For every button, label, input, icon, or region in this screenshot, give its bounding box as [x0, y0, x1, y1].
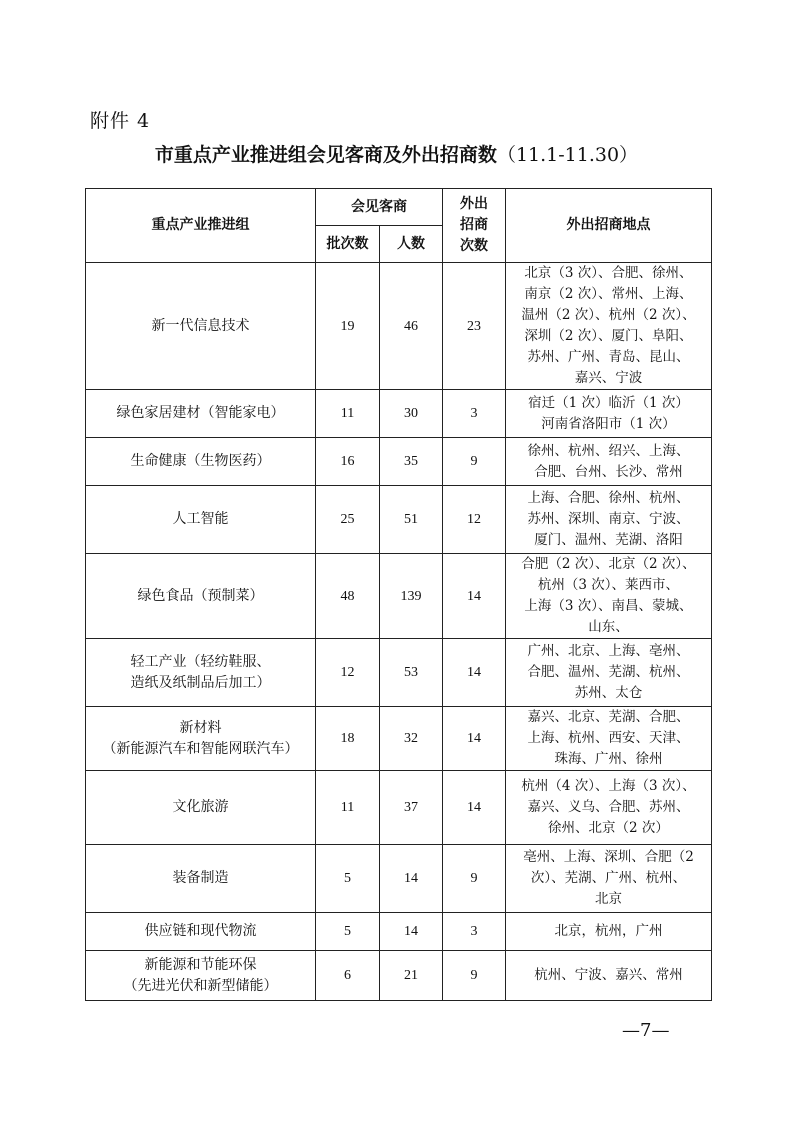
location-line: 厦门、温州、芜湖、洛阳 [534, 532, 683, 548]
cell-group [86, 639, 316, 707]
header-trips-line2: 招商 [460, 217, 488, 233]
cell-trips: 9 [443, 438, 506, 486]
group-line: 绿色食品（预制菜） [137, 587, 264, 604]
table-row [86, 707, 712, 771]
cell-trips: 12 [443, 486, 506, 554]
cell-people: 35 [380, 438, 443, 486]
location-line: 温州（2 次）、杭州（2 次）、 [521, 307, 696, 323]
cell-locations [506, 913, 712, 951]
location-line: 合肥、温州、芜湖、杭州、 [527, 664, 690, 680]
location-line: 嘉兴、北京、芜湖、合肥、 [527, 709, 690, 725]
cell-batches: 5 [316, 913, 380, 951]
cell-batches: 16 [316, 438, 380, 486]
location-line: 北京（3 次）、合肥、徐州、 [524, 265, 693, 281]
cell-group [86, 707, 316, 771]
cell-batches: 25 [316, 486, 380, 554]
cell-locations [506, 390, 712, 438]
cell-people: 46 [380, 263, 443, 390]
table-row [86, 390, 712, 438]
location-line: 杭州、宁波、嘉兴、常州 [534, 967, 683, 983]
location-line: 北京，杭州，广州 [554, 923, 663, 939]
cell-locations [506, 639, 712, 707]
attachment-label: 附件 4 [90, 110, 151, 132]
group-line: （先进光伏和新型储能） [123, 977, 278, 994]
location-line: 徐州、北京（2 次） [548, 820, 669, 836]
header-meet: 会见客商 [316, 189, 443, 226]
cell-group [86, 554, 316, 639]
location-line: 苏州、深圳、南京、宁波、 [527, 511, 690, 527]
cell-locations [506, 771, 712, 845]
cell-people: 14 [380, 913, 443, 951]
location-line: 次）、芜湖、广州、杭州、 [530, 870, 687, 886]
table-row [86, 486, 712, 554]
location-line: 北京 [595, 891, 622, 907]
cell-group [86, 951, 316, 1001]
location-line: 上海、合肥、徐州、杭州、 [527, 490, 690, 506]
cell-batches: 48 [316, 554, 380, 639]
location-line: 杭州（4 次）、上海（3 次）、 [521, 778, 696, 794]
header-people: 人数 [380, 226, 443, 263]
location-line: 深圳（2 次）、厦门、阜阳、 [524, 328, 693, 344]
table-row [86, 845, 712, 913]
group-line: 新材料 [179, 719, 222, 736]
location-line: 苏州、广州、青岛、昆山、 [527, 349, 690, 365]
group-line: 文化旅游 [172, 799, 229, 815]
group-line: 供应链和现代物流 [144, 923, 257, 939]
location-line: 亳州、上海、深圳、合肥（2 [523, 849, 694, 865]
cell-trips: 23 [443, 263, 506, 390]
group-line: 装备制造 [172, 870, 229, 886]
table-row [86, 263, 712, 390]
cell-trips: 14 [443, 639, 506, 707]
cell-trips: 14 [443, 707, 506, 771]
location-line: 合肥、台州、长沙、常州 [534, 463, 683, 480]
cell-people: 14 [380, 845, 443, 913]
group-line: （新能源汽车和智能网联汽车） [102, 740, 299, 757]
header-group: 重点产业推进组 [86, 189, 316, 263]
cell-group [86, 263, 316, 390]
location-line: 山东、 [588, 619, 629, 635]
cell-trips: 9 [443, 845, 506, 913]
location-line: 苏州、太仓 [574, 685, 643, 701]
group-line: 轻工产业（轻纺鞋服、 [130, 653, 271, 670]
cell-people: 30 [380, 390, 443, 438]
group-line: 生命健康（生物医药） [130, 453, 271, 469]
cell-group [86, 486, 316, 554]
cell-trips: 14 [443, 554, 506, 639]
cell-batches: 18 [316, 707, 380, 771]
investment-table [85, 188, 712, 1001]
title-text: 市重点产业推进组会见客商及外出招商数 [154, 144, 497, 166]
table-row [86, 951, 712, 1001]
table-row [86, 438, 712, 486]
location-line: 杭州（3 次）、莱西市、 [537, 577, 680, 593]
group-line: 造纸及纸制品后加工） [130, 674, 271, 691]
location-line: 南京（2 次）、常州、上海、 [524, 286, 693, 302]
cell-group [86, 390, 316, 438]
cell-locations [506, 263, 712, 390]
table-row [86, 554, 712, 639]
header-trips-line3: 次数 [460, 238, 488, 254]
cell-trips: 3 [443, 390, 506, 438]
cell-people: 139 [380, 554, 443, 639]
cell-batches: 11 [316, 771, 380, 845]
cell-locations [506, 486, 712, 554]
location-line: 徐州、杭州、绍兴、上海、 [527, 442, 690, 459]
header-trips-line1: 外出 [460, 196, 488, 212]
cell-batches: 19 [316, 263, 380, 390]
cell-batches: 5 [316, 845, 380, 913]
location-line: 上海（3 次）、南昌、蒙城、 [524, 598, 693, 614]
cell-locations [506, 951, 712, 1001]
location-line: 合肥（2 次）、北京（2 次）、 [521, 556, 696, 572]
group-line: 人工智能 [172, 511, 229, 527]
header-trips [443, 189, 506, 263]
cell-trips: 3 [443, 913, 506, 951]
cell-people: 32 [380, 707, 443, 771]
page-number: —7— [622, 1020, 670, 1041]
location-line: 珠海、广州、徐州 [554, 751, 663, 767]
cell-people: 37 [380, 771, 443, 845]
cell-locations [506, 554, 712, 639]
cell-trips: 14 [443, 771, 506, 845]
table-row [86, 771, 712, 845]
group-line: 新一代信息技术 [151, 317, 250, 334]
cell-locations [506, 707, 712, 771]
cell-group [86, 771, 316, 845]
page-title [0, 140, 793, 167]
table-row [86, 639, 712, 707]
location-line: 上海、杭州、西安、天津、 [527, 730, 690, 746]
table-row [86, 913, 712, 951]
header-locations: 外出招商地点 [506, 189, 712, 263]
title-date-range: （11.1-11.30） [496, 144, 639, 166]
location-line: 嘉兴、义乌、合肥、苏州、 [527, 799, 690, 815]
location-line: 宿迁（1 次）临沂（1 次） [528, 394, 689, 411]
location-line: 嘉兴、宁波 [574, 370, 643, 386]
group-line: 绿色家居建材（智能家电） [116, 405, 285, 421]
cell-batches: 11 [316, 390, 380, 438]
cell-group [86, 438, 316, 486]
header-batches: 批次数 [316, 226, 380, 263]
cell-group [86, 913, 316, 951]
cell-locations [506, 845, 712, 913]
cell-batches: 6 [316, 951, 380, 1001]
cell-locations [506, 438, 712, 486]
cell-trips: 9 [443, 951, 506, 1001]
location-line: 广州、北京、上海、亳州、 [527, 643, 690, 659]
cell-people: 21 [380, 951, 443, 1001]
cell-people: 51 [380, 486, 443, 554]
location-line: 河南省洛阳市（1 次） [541, 415, 676, 432]
group-line: 新能源和节能环保 [144, 956, 257, 973]
cell-group [86, 845, 316, 913]
cell-batches: 12 [316, 639, 380, 707]
cell-people: 53 [380, 639, 443, 707]
